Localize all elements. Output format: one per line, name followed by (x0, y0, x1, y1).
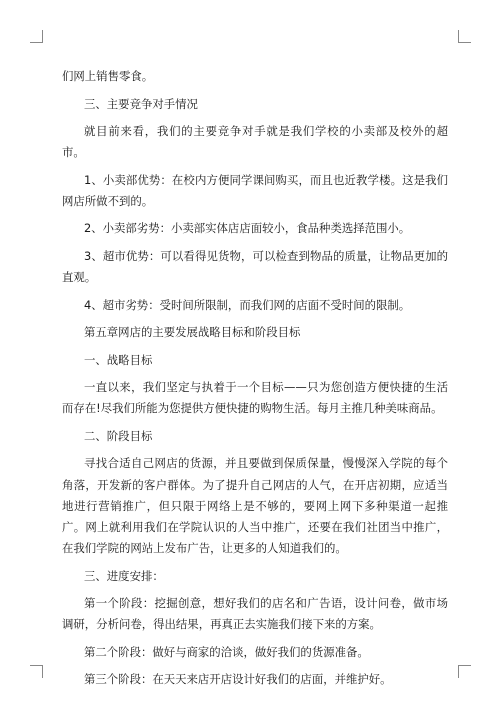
heading-strategic-goal: 一、战略目标 (84, 352, 153, 367)
heading-chapter-five: 第五章网店的主要发展战略目标和阶段目标 (84, 325, 301, 340)
document-body (62, 66, 448, 697)
list-item-supermarket-disadvantage: 4、超市劣势：受时间所限制，而我们网的店面不受时间的限制。 (84, 297, 411, 312)
heading-stage-goal: 二、阶段目标 (84, 428, 153, 443)
crop-mark-bottom-right (458, 665, 471, 678)
list-item-stage-one: 第一个阶段：挖掘创意，想好我们的店名和广告语，设计问卷，做市场调研，分析问卷，得出结果，再真正去实施我们接下来的方案。 (62, 596, 448, 632)
heading-schedule: 三、进度安排： (84, 568, 164, 583)
paragraph-continuation: 们网上销售零食。 (62, 69, 154, 83)
list-item-store-disadvantage: 2、小卖部劣势：小卖部实体店店面较小，食品种类选择范围小。 (84, 221, 411, 236)
list-item-stage-two: 第二个阶段：做好与商家的洽谈，做好我们的货源准备。 (84, 644, 369, 659)
crop-mark-bottom-left (30, 665, 43, 678)
paragraph-strategic-goal: 一直以来，我们坚定与执着于一个目标——只为您创造方便快捷的生活而存在!尽我们所能为您提供方便快捷的购物生活。每月主推几种美味商品。 (62, 380, 448, 416)
list-item-supermarket-advantage: 3、超市优势：可以看得见货物，可以检查到物品的质量，让物品更加的直观。 (62, 248, 448, 285)
list-item-stage-three: 第三个阶段：在天天来店开店设计好我们的店面，并维护好。 (84, 672, 392, 687)
heading-competitors: 三、主要竞争对手情况 (84, 96, 198, 111)
list-item-store-advantage: 1、小卖部优势：在校内方便同学课间购买，而且也近教学楼。这是我们网店所做不到的。 (62, 172, 448, 208)
paragraph-competitors-intro: 就目前来看，我们的主要竞争对手就是我们学校的小卖部及校外的超市。 (62, 124, 448, 160)
paragraph-stage-goal: 寻找合适自己网店的货源，并且要做到保质保量，慢慢深入学院的每个角落，开发新的客户群体。为了提升自己网店的人气，在开店初期，应适当地进行营销推广，但只限于网络上是不够的，要网上网下多种渠道一起推广。网上就利用我们在学院认识的人当中推广，还要在我们社团当中推广，在我们学院的网站上发布广告，让更多的人知道我们的。 (62, 456, 448, 556)
crop-mark-top-left (30, 30, 43, 43)
crop-mark-top-right (458, 30, 471, 43)
